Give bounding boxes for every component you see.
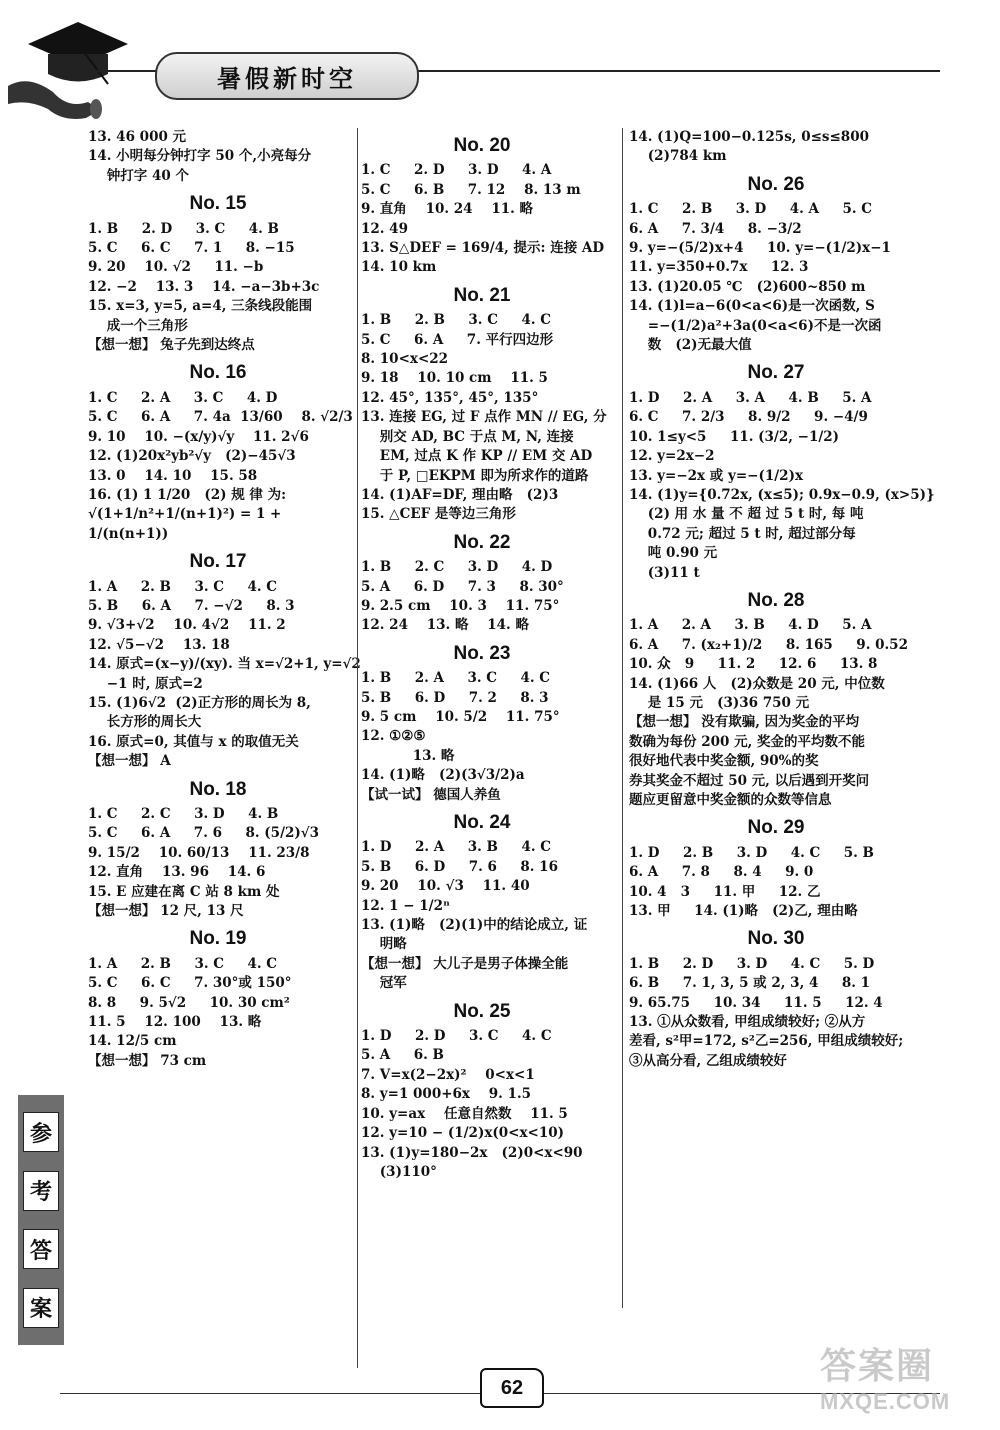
answer-line: 很好地代表中奖金额, 90%的奖 bbox=[629, 753, 819, 770]
answer-line: 12. 45°, 135°, 45°, 135° bbox=[361, 389, 539, 406]
answer-column-2 bbox=[357, 128, 607, 1368]
graduation-cap-icon bbox=[8, 14, 148, 124]
answer-line: ③从高分看, 乙组成绩较好 bbox=[629, 1052, 787, 1069]
answer-line: 13. 连接 EG, 过 F 点作 MN // EG, 分 bbox=[361, 409, 607, 426]
answer-line: 明略 bbox=[361, 936, 407, 953]
watermark bbox=[820, 1338, 950, 1415]
answer-line: 6. A 7. 3/4 8. −3/2 bbox=[629, 220, 802, 237]
answer-line: 12. 1 − 1/2ⁿ bbox=[361, 897, 451, 914]
answer-line: 9. 5 cm 10. 5/2 11. 75° bbox=[361, 708, 560, 725]
section-title: No. 28 bbox=[747, 589, 805, 611]
sidebar-char: 答 bbox=[23, 1229, 59, 1269]
answer-line: 9. 18 10. 10 cm 11. 5 bbox=[361, 370, 548, 387]
answer-line: 14. (1)66 人 (2)众数是 20 元, 中位数 bbox=[629, 675, 885, 692]
answer-line: 12. 直角 13. 96 14. 6 bbox=[88, 864, 266, 881]
answer-line: 14. (1)AF=DF, 理由略 (2)3 bbox=[361, 486, 559, 503]
answer-line: 14. (1)略 (2)(3√3/2)a bbox=[361, 767, 525, 784]
section-title: No. 23 bbox=[453, 642, 511, 664]
section-title: No. 24 bbox=[453, 812, 511, 833]
answer-line: 数确为每份 200 元, 奖金的平均数不能 bbox=[629, 733, 865, 750]
answer-line: 题应更留意中奖金额的众数等信息 bbox=[629, 792, 832, 808]
answer-line: 1. B 2. C 3. D 4. D bbox=[361, 559, 553, 576]
answer-line: 10. 众 9 11. 2 12. 6 13. 8 bbox=[629, 656, 878, 673]
header-title: 暑假新时空 bbox=[155, 52, 419, 100]
answer-line: 【想一想】 兔子先到达终点 bbox=[88, 337, 255, 354]
answer-line: 5. B 6. D 7. 6 8. 16 bbox=[361, 858, 558, 875]
answer-line: −1 时, 原式=2 bbox=[88, 675, 203, 692]
answer-line: 13. 略 bbox=[361, 747, 455, 764]
section-title: No. 30 bbox=[747, 928, 805, 950]
answer-line: √(1+1/n²+1/(n+1)²) = 1 + bbox=[88, 506, 282, 523]
section-title: No. 29 bbox=[747, 817, 805, 839]
answer-line: 6. C 7. 2/3 8. 9/2 9. −4/9 bbox=[629, 409, 868, 426]
sidebar-char: 案 bbox=[23, 1288, 59, 1328]
answer-line: 数 (2)无最大值 bbox=[629, 337, 752, 354]
page-number: 62 bbox=[480, 1368, 544, 1408]
answer-line: 1. D 2. D 3. C 4. C bbox=[361, 1028, 552, 1045]
answer-line: 1. A 2. B 3. C 4. C bbox=[88, 578, 278, 595]
section-title: No. 26 bbox=[747, 173, 805, 195]
answer-line: 【想一想】 73 cm bbox=[88, 1052, 207, 1069]
answer-line: 10. 4 3 11. 甲 12. 乙 bbox=[629, 883, 821, 900]
answer-line: 12. ①②⑤ bbox=[361, 728, 426, 745]
answer-line: 1. C 2. A 3. C 4. D bbox=[88, 389, 278, 406]
answer-line: 12. 49 bbox=[361, 220, 408, 237]
answer-line: 1. A 2. A 3. B 4. D 5. A bbox=[629, 617, 872, 634]
answer-line: 长方形的周长大 bbox=[88, 714, 202, 731]
answer-line: 13. 46 000 元 bbox=[88, 129, 187, 145]
answer-line: 10. 1≤y<5 11. (3/2, −1/2) bbox=[629, 428, 840, 445]
answer-line: 12. y=2x−2 bbox=[629, 448, 715, 465]
answer-line: 成一个三角形 bbox=[88, 317, 188, 334]
sidebar-char: 参 bbox=[23, 1112, 59, 1152]
answer-line: 6. A 7. 8 8. 4 9. 0 bbox=[629, 864, 814, 881]
answer-line: 15. (1)6√2 (2)正方形的周长为 8, bbox=[88, 694, 311, 711]
answer-column-3 bbox=[622, 128, 935, 1308]
answer-line: 是 15 元 (3)36 750 元 bbox=[629, 694, 810, 711]
answer-line: 15. △CEF 是等边三角形 bbox=[361, 506, 516, 523]
answer-line: 14. 12/5 cm bbox=[88, 1033, 177, 1050]
answer-line: 于 P, □EKPM 即为所求作的道路 bbox=[361, 467, 589, 484]
section-title: No. 21 bbox=[453, 284, 511, 306]
answer-line: 5. C 6. B 7. 12 8. 13 m bbox=[361, 181, 581, 198]
answer-line: 【想一想】 大儿子是男子体操全能 bbox=[361, 955, 569, 972]
answer-line: 16. 原式=0, 其值与 x 的取值无关 bbox=[88, 733, 299, 750]
watermark-sub: MXQE.COM bbox=[820, 1389, 951, 1414]
answer-line: 8. 8 9. 5√2 10. 30 cm² bbox=[88, 994, 290, 1011]
section-title: No. 19 bbox=[189, 928, 247, 950]
answer-line: 冠军 bbox=[361, 975, 407, 992]
answer-line: 9. 20 10. √3 11. 40 bbox=[361, 878, 530, 895]
answer-line: (3)11 t bbox=[629, 564, 700, 581]
answer-line: 13. ①从众数看, 甲组成绩较好; ②从方 bbox=[629, 1014, 866, 1031]
answer-line: 15. x=3, y=5, a=4, 三条线段能围 bbox=[88, 298, 313, 315]
section-title: No. 22 bbox=[453, 531, 511, 553]
answer-line: 9. 15/2 10. 60/13 11. 23/8 bbox=[88, 844, 310, 861]
answer-line: 9. √3+√2 10. 4√2 11. 2 bbox=[88, 617, 286, 634]
answer-line: 6. A 7. (x₂+1)/2 8. 165 9. 0.52 bbox=[629, 636, 908, 653]
section-title: No. 25 bbox=[453, 1000, 511, 1022]
sidebar-char: 考 bbox=[23, 1171, 59, 1211]
answer-line: EM, 过点 K 作 KP // EM 交 AD bbox=[361, 448, 593, 465]
answer-line: 1. B 2. B 3. C 4. C bbox=[361, 312, 551, 329]
answer-line: 1. C 2. B 3. D 4. A 5. C bbox=[629, 201, 873, 218]
answer-line: 13. 0 14. 10 15. 58 bbox=[88, 467, 258, 484]
answer-line: 5. C 6. C 7. 1 8. −15 bbox=[88, 240, 295, 257]
section-title: No. 18 bbox=[189, 778, 247, 800]
answer-line: 15. E 应建在离 C 站 8 km 处 bbox=[88, 883, 280, 900]
answer-line: 1/(n(n+1)) bbox=[88, 525, 169, 542]
answer-line: 9. 10 10. −(x/y)√y 11. 2√6 bbox=[88, 428, 309, 445]
answer-line: 8. 10<x<22 bbox=[361, 351, 449, 368]
answer-line: (2) 用 水 量 不 超 过 5 t 时, 每 吨 bbox=[629, 506, 864, 523]
answer-line: 12. 24 13. 略 14. 略 bbox=[361, 617, 529, 634]
answer-line: 8. y=1 000+6x 9. 1.5 bbox=[361, 1086, 532, 1103]
answer-line: 5. C 6. C 7. 30°或 150° bbox=[88, 975, 292, 992]
answer-line: 6. B 7. 1, 3, 5 或 2, 3, 4 8. 1 bbox=[629, 975, 871, 992]
answer-line: 【想一想】 A bbox=[88, 753, 171, 770]
watermark-main: 答案圈 bbox=[820, 1345, 935, 1386]
answer-line: 1. C 2. C 3. D 4. B bbox=[88, 806, 279, 822]
answer-line: 1. B 2. D 3. D 4. C 5. D bbox=[629, 955, 875, 972]
answer-line: 13. (1)y=180−2x (2)0<x<90 bbox=[361, 1144, 583, 1161]
section-title: No. 20 bbox=[453, 135, 511, 156]
answer-line: 5. A 6. D 7. 3 8. 30° bbox=[361, 578, 564, 595]
answer-line: 13. S△DEF = 169/4, 提示: 连接 AD bbox=[361, 240, 605, 257]
answer-line: 11. y=350+0.7x 12. 3 bbox=[629, 259, 809, 276]
answer-line: 【想一想】 没有欺骗, 因为奖金的平均 bbox=[629, 714, 860, 731]
answer-line: 1. B 2. D 3. C 4. B bbox=[88, 220, 279, 237]
answer-line: 13. (1)略 (2)(1)中的结论成立, 证 bbox=[361, 917, 588, 934]
answer-line: 1. A 2. B 3. C 4. C bbox=[88, 955, 278, 972]
answer-line: 13. y=−2x 或 y=−(1/2)x bbox=[629, 467, 804, 484]
answer-line: 14. (1)y={0.72x, (x≤5); 0.9x−0.9, (x>5)} bbox=[629, 486, 935, 503]
answer-line: 券其奖金不超过 50 元, 以后遇到开奖问 bbox=[629, 772, 870, 789]
answer-line: 12. (1)20x²yb²√y (2)−45√3 bbox=[88, 448, 296, 465]
answer-line: 10. y=ax 任意自然数 11. 5 bbox=[361, 1105, 568, 1122]
answer-line: 【试一试】 德国人养鱼 bbox=[361, 786, 501, 803]
answer-line: 差看, s²甲=172, s²乙=256, 甲组成绩较好; bbox=[629, 1033, 904, 1050]
answer-line: 5. B 6. A 7. −√2 8. 3 bbox=[88, 597, 295, 614]
answer-line: 1. D 2. A 3. A 4. B 5. A bbox=[629, 389, 872, 406]
answer-line: 5. C 6. A 7. 平行四边形 bbox=[361, 331, 554, 348]
section-title: No. 17 bbox=[189, 551, 247, 573]
section-title: No. 16 bbox=[189, 362, 247, 384]
section-title: No. 15 bbox=[189, 193, 247, 215]
answer-line: 1. C 2. D 3. D 4. A bbox=[361, 162, 552, 179]
answer-line: 14. 10 km bbox=[361, 259, 437, 276]
answer-line: 5. B 6. D 7. 2 8. 3 bbox=[361, 689, 549, 706]
answer-line: 13. (1)20.05 ℃ (2)600~850 m bbox=[629, 278, 866, 295]
answer-line: =−(1/2)a²+3a(0<a<6)不是一次函 bbox=[629, 317, 882, 334]
answer-line: 别交 AD, BC 于点 M, N, 连接 bbox=[361, 428, 574, 445]
answer-line: 5. C 6. A 7. 6 8. (5/2)√3 bbox=[88, 825, 320, 842]
answer-line: 1. D 2. A 3. B 4. C bbox=[361, 839, 552, 856]
answer-line: 12. y=10 − (1/2)x(0<x<10) bbox=[361, 1125, 565, 1142]
answer-line: 7. V=x(2−2x)² 0<x<1 bbox=[361, 1066, 535, 1083]
answer-line: 14. (1)l=a−6(0<a<6)是一次函数, S bbox=[629, 298, 875, 315]
section-title: No. 27 bbox=[747, 362, 805, 384]
answer-line: 0.72 元; 超过 5 t 时, 超过部分每 bbox=[629, 525, 856, 542]
answer-line: 9. y=−(5/2)x+4 10. y=−(1/2)x−1 bbox=[629, 240, 891, 257]
answer-line: 9. 20 10. √2 11. −b bbox=[88, 259, 264, 276]
answer-line: 5. A 6. B bbox=[361, 1047, 444, 1064]
answer-line: 吨 0.90 元 bbox=[629, 545, 718, 562]
answer-line: (3)110° bbox=[361, 1163, 437, 1180]
answer-line: 1. D 2. B 3. D 4. C 5. B bbox=[629, 844, 874, 861]
answer-line: 钟打字 40 个 bbox=[88, 167, 189, 184]
answer-line: 13. 甲 14. (1)略 (2)乙, 理由略 bbox=[629, 903, 858, 920]
answer-line: 14. (1)Q=100−0.125s, 0≤s≤800 bbox=[629, 129, 869, 145]
answer-line: (2)784 km bbox=[629, 148, 727, 165]
answer-line: 【想一想】 12 尺, 13 尺 bbox=[88, 903, 244, 920]
answer-line: 1. B 2. A 3. C 4. C bbox=[361, 670, 551, 687]
answer-line: 14. 小明每分钟打字 50 个,小亮每分 bbox=[88, 148, 312, 165]
answer-line: 9. 2.5 cm 10. 3 11. 75° bbox=[361, 597, 560, 614]
answer-line: 16. (1) 1 1/20 (2) 规 律 为: bbox=[88, 486, 287, 503]
answer-line: 14. 原式=(x−y)/(xy). 当 x=√2+1, y=√2 bbox=[88, 656, 361, 673]
answer-line: 9. 65.75 10. 34 11. 5 12. 4 bbox=[629, 994, 883, 1011]
answer-line: 9. 直角 10. 24 11. 略 bbox=[361, 201, 534, 218]
answer-key-sidebar bbox=[18, 1095, 64, 1345]
answer-line: 5. C 6. A 7. 4a 13/60 8. √2/3 bbox=[88, 409, 353, 426]
answer-line: 11. 5 12. 100 13. 略 bbox=[88, 1014, 262, 1031]
answer-line: 12. √5−√2 13. 18 bbox=[88, 636, 230, 653]
answer-line: 12. −2 13. 3 14. −a−3b+3c bbox=[88, 278, 320, 295]
answer-column-1 bbox=[88, 128, 361, 1071]
